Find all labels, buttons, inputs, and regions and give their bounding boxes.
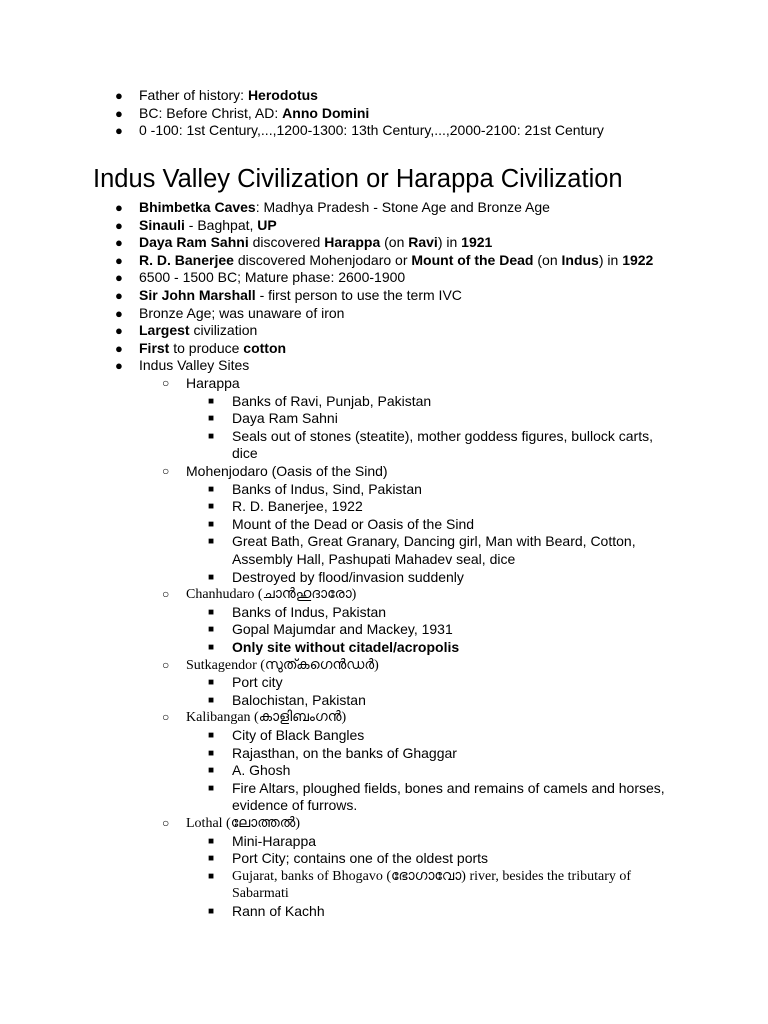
site-detail: Only site without citadel/acropolis bbox=[232, 639, 460, 655]
text-segment: Indus Valley Sites bbox=[139, 357, 250, 374]
site-detail: Banks of Ravi, Punjab, Pakistan bbox=[232, 392, 432, 409]
site-detail: Port City; contains one of the oldest ports bbox=[232, 850, 489, 867]
bullet-icon: ● bbox=[115, 340, 123, 356]
text-segment: Father of history: bbox=[139, 87, 248, 103]
hollow-bullet-icon: ○ bbox=[162, 657, 170, 672]
hollow-bullet-icon: ○ bbox=[162, 710, 170, 725]
fact-item bbox=[139, 357, 249, 374]
bullet-icon: ● bbox=[115, 252, 123, 268]
text-segment: to produce bbox=[169, 339, 244, 356]
site-name: Lothal (ലോത്തൽ) bbox=[186, 816, 300, 831]
fact-item bbox=[139, 269, 405, 286]
site-name: Harappa bbox=[186, 375, 240, 391]
bold-text: Herodotus bbox=[247, 87, 318, 103]
text-segment: BC: Before Christ, AD: bbox=[139, 104, 283, 121]
site-detail: Rajasthan, on the banks of Ghaggar bbox=[232, 744, 457, 761]
site-detail: evidence of furrows. bbox=[232, 797, 358, 814]
bold-text: Harappa bbox=[324, 234, 381, 251]
square-bullet-icon: ■ bbox=[208, 395, 215, 407]
bold-text: Mount of the Dead bbox=[411, 251, 534, 268]
bullet-icon: ● bbox=[115, 200, 123, 215]
section-heading: Indus Valley Civilization or Harappa Civilization bbox=[93, 165, 623, 193]
hollow-bullet-icon: ○ bbox=[162, 587, 170, 602]
bold-text: Sinauli bbox=[139, 216, 185, 233]
site-detail: Gujarat, banks of Bhogavo (ഭോഗാവോ) river, besides the tributary of bbox=[232, 868, 632, 884]
bold-text: Bhimbetka Caves bbox=[139, 199, 256, 215]
site-detail: Great Bath, Great Granary, Dancing girl, Man with Beard, Cotton, bbox=[232, 533, 636, 550]
square-bullet-icon: ■ bbox=[208, 747, 215, 759]
site-detail: Destroyed by flood/invasion suddenly bbox=[232, 568, 464, 585]
site-name: Sutkagendor (സുത്കഗെൻഡർ) bbox=[186, 657, 379, 673]
site-detail: Seals out of stones (steatite), mother goddess figures, bullock carts, bbox=[232, 427, 653, 444]
site-detail: Banks of Indus, Pakistan bbox=[232, 603, 387, 620]
bold-text: cotton bbox=[243, 339, 287, 356]
square-bullet-icon: ■ bbox=[208, 413, 215, 425]
square-bullet-icon: ■ bbox=[208, 835, 215, 847]
intro-item bbox=[139, 105, 369, 122]
site-detail: Balochistan, Pakistan bbox=[232, 691, 366, 708]
bullet-icon: ● bbox=[115, 305, 123, 321]
site-detail: Port city bbox=[232, 674, 283, 691]
text-segment: : Madhya Pradesh - Stone Age and Bronze Age bbox=[255, 199, 550, 215]
fact-item bbox=[139, 199, 550, 216]
square-bullet-icon: ■ bbox=[208, 501, 215, 513]
bullet-icon: ● bbox=[115, 217, 123, 233]
fact-item bbox=[139, 305, 344, 322]
fact-item bbox=[139, 322, 257, 339]
bullet-icon: ● bbox=[115, 358, 123, 374]
fact-item bbox=[139, 340, 286, 357]
site-name: Mohenjodaro (Oasis of the Sind) bbox=[186, 463, 388, 479]
square-bullet-icon: ■ bbox=[208, 518, 215, 530]
bold-text: 1922 bbox=[622, 251, 654, 268]
text-segment: 0 -100: 1st Century,...,1200-1300: 13th Century,...,2000-2100: 21st Century bbox=[139, 122, 604, 139]
site-detail: R. D. Banerjee, 1922 bbox=[232, 498, 363, 515]
text-segment: civilization bbox=[189, 322, 258, 339]
hollow-bullet-icon: ○ bbox=[162, 376, 170, 390]
square-bullet-icon: ■ bbox=[208, 624, 215, 636]
square-bullet-icon: ■ bbox=[208, 571, 215, 583]
site-detail: Rann of Kachh bbox=[232, 903, 325, 919]
bold-text: Anno Domini bbox=[282, 104, 370, 121]
site-detail: Sabarmati bbox=[232, 886, 289, 902]
bold-text: UP bbox=[257, 216, 277, 233]
bold-text: 1921 bbox=[461, 234, 493, 251]
text-segment: Bronze Age; was unaware of iron bbox=[139, 304, 345, 321]
text-segment: discovered Mohenjodaro or bbox=[233, 251, 412, 268]
site-detail: Mini-Harappa bbox=[232, 832, 317, 849]
square-bullet-icon: ■ bbox=[208, 782, 215, 794]
square-bullet-icon: ■ bbox=[208, 642, 215, 653]
square-bullet-icon: ■ bbox=[208, 765, 215, 777]
text-segment: ) in bbox=[598, 251, 623, 268]
bullet-icon: ● bbox=[115, 323, 123, 339]
hollow-bullet-icon: ○ bbox=[162, 816, 170, 830]
site-detail: Gopal Majumdar and Mackey, 1931 bbox=[232, 621, 453, 638]
fact-item bbox=[139, 252, 653, 269]
hollow-bullet-icon: ○ bbox=[162, 464, 170, 478]
square-bullet-icon: ■ bbox=[208, 906, 215, 917]
site-name: Kalibangan (കാളിബംഗൻ) bbox=[186, 710, 347, 726]
text-segment: (on bbox=[533, 251, 562, 268]
square-bullet-icon: ■ bbox=[208, 483, 215, 495]
fact-item bbox=[139, 287, 462, 304]
bullet-icon: ● bbox=[115, 288, 123, 303]
fact-item bbox=[139, 217, 277, 234]
square-bullet-icon: ■ bbox=[208, 853, 215, 865]
text-segment: 6500 - 1500 BC; Mature phase: 2600-1900 bbox=[139, 269, 406, 286]
bold-text: Indus bbox=[561, 251, 599, 268]
site-detail: A. Ghosh bbox=[232, 762, 291, 779]
square-bullet-icon: ■ bbox=[208, 606, 215, 618]
text-segment: - Baghpat, bbox=[184, 216, 258, 233]
bullet-icon: ● bbox=[115, 105, 123, 121]
bold-text: Sir John Marshall bbox=[139, 287, 256, 303]
site-detail: City of Black Bangles bbox=[232, 727, 365, 743]
site-detail: dice bbox=[232, 445, 258, 462]
bold-text: Ravi bbox=[408, 234, 438, 251]
bullet-icon: ● bbox=[115, 270, 123, 286]
intro-item bbox=[139, 87, 318, 104]
site-detail: Daya Ram Sahni bbox=[232, 410, 338, 427]
bold-text: First bbox=[139, 339, 170, 356]
square-bullet-icon: ■ bbox=[208, 536, 215, 548]
bullet-icon: ● bbox=[115, 123, 123, 139]
site-detail: Banks of Indus, Sind, Pakistan bbox=[232, 480, 422, 497]
bold-text: R. D. Banerjee bbox=[139, 251, 234, 268]
text-segment: (on bbox=[380, 234, 409, 251]
text-segment: - first person to use the term IVC bbox=[255, 287, 462, 303]
square-bullet-icon: ■ bbox=[208, 677, 215, 689]
site-detail: Fire Altars, ploughed fields, bones and remains of camels and horses, bbox=[232, 779, 665, 796]
text-segment: discovered bbox=[248, 234, 325, 251]
square-bullet-icon: ■ bbox=[208, 430, 215, 442]
site-detail: Assembly Hall, Pashupati Mahadev seal, dice bbox=[232, 551, 516, 567]
square-bullet-icon: ■ bbox=[208, 694, 215, 706]
text-segment: ) in bbox=[437, 234, 462, 251]
site-detail: Mount of the Dead or Oasis of the Sind bbox=[232, 515, 475, 532]
intro-item bbox=[139, 122, 604, 139]
bold-text: Daya Ram Sahni bbox=[139, 234, 249, 251]
bullet-icon: ● bbox=[115, 235, 123, 251]
square-bullet-icon: ■ bbox=[208, 730, 215, 741]
bold-text: Largest bbox=[139, 322, 190, 339]
fact-item bbox=[139, 234, 492, 251]
site-name: Chanhudaro (ചാൻഹുദാരോ) bbox=[186, 587, 357, 603]
bullet-icon: ● bbox=[115, 88, 123, 103]
square-bullet-icon: ■ bbox=[208, 870, 215, 882]
